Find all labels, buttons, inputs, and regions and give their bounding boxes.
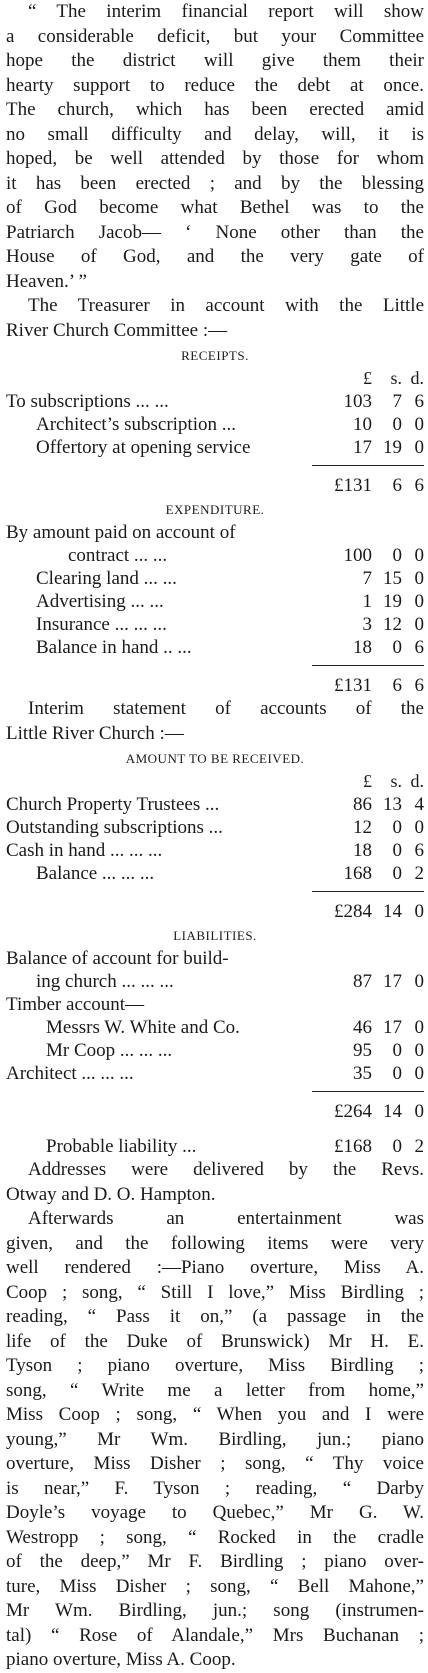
pounds-header: £: [363, 771, 372, 791]
pounds-value: 10: [353, 414, 372, 435]
sum-rule: [312, 891, 424, 892]
to-receive-heading: AMOUNT TO BE RECEIVED.: [125, 751, 305, 766]
total-pence: 0: [414, 901, 424, 922]
intro-paragraph: [6, 0, 424, 294]
pence-value: 0: [414, 591, 424, 612]
ledger-label: Messrs W. White and Co.: [46, 1017, 240, 1038]
ledger-row: [6, 567, 424, 590]
shillings-value: 17: [383, 1017, 402, 1038]
pounds-value: 18: [353, 637, 372, 658]
pence-value: 0: [414, 1040, 424, 1061]
ledger-label: Church Property Trustees ...: [6, 794, 220, 815]
ledger-row: [6, 613, 424, 636]
text-line: Heaven.’ ”: [6, 270, 87, 292]
ledger-row: [6, 1039, 424, 1062]
text-line: The Treasurer in account with the Little: [28, 295, 424, 316]
probable-pence: 2: [414, 1136, 424, 1157]
pence-value: 6: [414, 391, 424, 412]
receipts-table: [6, 367, 424, 459]
text-line: Little River Church :—: [6, 722, 184, 744]
total-pounds: £284: [334, 901, 372, 922]
ledger-row: [6, 947, 424, 970]
shillings-header: s.: [390, 771, 402, 791]
text-line: Coop ; song, “ Still I love,” Miss Birdling ;: [6, 1281, 424, 1303]
pounds-value: 95: [353, 1040, 372, 1061]
pounds-value: 3: [362, 614, 372, 635]
pence-value: [402, 521, 424, 544]
ledger-label: Insurance ... ... ...: [36, 614, 167, 635]
sum-rule: [312, 465, 424, 466]
shillings-value: 19: [383, 591, 402, 612]
text-line: Interim statement of accounts of the: [28, 698, 424, 719]
text-line: “ The interim financial report will show: [28, 1, 424, 22]
text-line: young,” Mr Wm. Birdling, jun.; piano: [6, 1428, 424, 1450]
total-shillings: 6: [392, 675, 402, 696]
total-shillings: 14: [383, 1101, 402, 1122]
pence-value: 0: [414, 545, 424, 566]
column-header-row: [6, 770, 424, 793]
pence-value: 0: [414, 437, 424, 458]
total-pence: 6: [414, 675, 424, 696]
ledger-row: [6, 793, 424, 816]
total-pence: 0: [414, 1101, 424, 1122]
ledger-row: [6, 521, 424, 544]
ledger-row: [6, 862, 424, 885]
pence-value: 4: [414, 794, 424, 815]
pounds-value: 7: [362, 568, 372, 589]
pence-value: 6: [414, 637, 424, 658]
shillings-value: 0: [392, 863, 402, 884]
text-line: of God become what Bethel was to the: [6, 197, 424, 218]
ledger-label: Architect ... ... ...: [6, 1063, 134, 1084]
ledger-label: By amount paid on account of: [6, 522, 236, 543]
sum-rule: [312, 1091, 424, 1092]
liabilities-table: [6, 947, 424, 1085]
pence-value: 0: [414, 1063, 424, 1084]
ledger-row: [6, 816, 424, 839]
text-line: Tyson ; piano overture, Miss Birdling ;: [6, 1355, 424, 1376]
pence-value: 0: [414, 568, 424, 589]
ledger-row: [6, 1062, 424, 1085]
probable-shillings: 0: [392, 1136, 402, 1157]
pence-value: 0: [414, 614, 424, 635]
text-line: The church, which has been erected amid: [6, 99, 424, 120]
ledger-label: ing church ... ... ...: [36, 971, 174, 992]
total-pounds: £131: [334, 475, 372, 496]
sum-rule: [312, 665, 424, 666]
probable-pounds: £168: [334, 1136, 372, 1157]
pounds-value: 12: [353, 817, 372, 838]
text-line: overture, Miss Disher ; song, “ Thy voice: [6, 1453, 424, 1474]
entertainment-paragraph: [6, 1207, 424, 1673]
ledger-label: Balance in hand .. ...: [36, 637, 192, 658]
text-line: life of the Duke of Brunswick) Mr H. E.: [6, 1330, 424, 1352]
shillings-header: s.: [390, 368, 402, 388]
pence-value: 2: [414, 863, 424, 884]
pounds-value: 103: [343, 391, 372, 412]
expenditure-table: [6, 521, 424, 659]
text-line: given, and the following items were very: [6, 1232, 424, 1254]
text-line: is near,” F. Tyson ; reading, “ Darby: [6, 1477, 424, 1499]
pounds-value: 87: [353, 971, 372, 992]
ledger-label: Balance ... ... ...: [36, 863, 155, 884]
ledger-row: [6, 1016, 424, 1039]
ledger-row: [6, 544, 424, 567]
total-shillings: 6: [392, 475, 402, 496]
pounds-value: 18: [353, 840, 372, 861]
text-line: House of God, and the very gate of: [6, 246, 424, 267]
text-line: River Church Committee :—: [6, 319, 228, 341]
pounds-header: £: [363, 368, 372, 388]
addresses-paragraph: [6, 1158, 424, 1207]
total-pence: 6: [414, 475, 424, 496]
ledger-label: Balance of account for build-: [6, 948, 229, 969]
ledger-row: [6, 839, 424, 862]
shillings-value: 0: [392, 840, 402, 861]
text-line: hope the district will give them their: [6, 50, 424, 71]
probable-liability-row: [6, 1135, 424, 1158]
column-header-row: [6, 367, 424, 390]
pounds-value: [330, 521, 372, 544]
shillings-value: 17: [383, 971, 402, 992]
pence-header: d.: [410, 771, 424, 791]
total-shillings: 14: [383, 901, 402, 922]
ledger-row: [6, 970, 424, 993]
text-line: well rendered :—Piano overture, Miss A.: [6, 1257, 424, 1278]
ledger-row: [6, 636, 424, 659]
text-line: Mr Wm. Birdling, jun.; song (instrumen-: [6, 1600, 424, 1621]
shillings-value: [372, 993, 402, 1016]
expenditure-heading: EXPENDITURE.: [165, 502, 265, 517]
interim-paragraph: [6, 697, 424, 746]
liabilities-total: [6, 1092, 424, 1123]
text-line: Doyle’s voyage to Quebec,” Mr G. W.: [6, 1502, 424, 1523]
ledger-row: [6, 436, 424, 459]
ledger-label: Offertory at opening service: [36, 437, 251, 458]
ledger-label: Advertising ... ...: [36, 591, 164, 612]
probable-label: Probable liability ...: [46, 1136, 197, 1157]
text-line: hoped, be well attended by those for whom: [6, 148, 424, 169]
text-line: reading, “ Pass it on,” (a passage in the: [6, 1306, 424, 1327]
shillings-value: 7: [392, 391, 402, 412]
text-line: of the deep,” Mr F. Birdling ; piano over-: [6, 1551, 424, 1572]
text-line: hearty support to reduce the debt at once.: [6, 74, 424, 96]
text-line: tal) “ Rose of Alandale,” Mrs Buchanan ;: [6, 1624, 424, 1646]
treasurer-paragraph: [6, 294, 424, 343]
shillings-value: 19: [383, 437, 402, 458]
ledger-row: [6, 390, 424, 413]
receipts-total: [6, 466, 424, 497]
text-line: Afterwards an entertainment was: [28, 1208, 424, 1229]
liabilities-heading: LIABILITIES.: [173, 928, 257, 943]
shillings-value: 12: [383, 614, 402, 635]
ledger-label: Architect’s subscription ...: [36, 414, 236, 435]
ledger-label: Clearing land ... ...: [36, 568, 177, 589]
to-receive-total: [6, 892, 424, 923]
ledger-row: [6, 413, 424, 436]
text-line: Westropp ; song, “ Rocked in the cradle: [6, 1526, 424, 1548]
pounds-value: 168: [343, 863, 372, 884]
text-line: it has been erected ; and by the blessing: [6, 172, 424, 194]
ledger-label: To subscriptions ... ...: [6, 391, 169, 412]
pounds-value: [330, 993, 372, 1016]
ledger-label: Cash in hand ... ... ...: [6, 840, 163, 861]
to-receive-table: [6, 770, 424, 885]
pence-value: 0: [414, 817, 424, 838]
shillings-value: 0: [392, 637, 402, 658]
ledger-label: Outstanding subscriptions ...: [6, 817, 223, 838]
text-line: song, “ Write me a letter from home,”: [6, 1379, 424, 1401]
text-line: Miss Coop ; song, “ When you and I were: [6, 1404, 424, 1425]
pounds-value: 17: [353, 437, 372, 458]
pence-header: d.: [410, 368, 424, 388]
pence-value: 0: [414, 971, 424, 992]
pounds-value: 1: [362, 591, 372, 612]
pounds-value: 100: [343, 545, 372, 566]
shillings-value: 13: [383, 794, 402, 815]
ledger-label: contract ... ...: [68, 545, 168, 566]
text-line: Patriarch Jacob— ‘ None other than the: [6, 221, 424, 243]
ledger-row: [6, 993, 424, 1016]
shillings-value: 0: [392, 817, 402, 838]
shillings-value: 0: [392, 1063, 402, 1084]
total-pounds: £131: [334, 675, 372, 696]
shillings-value: 0: [392, 414, 402, 435]
text-line: ture, Miss Disher ; song, “ Bell Mahone,”: [6, 1575, 424, 1597]
shillings-value: 0: [392, 545, 402, 566]
ledger-label: Mr Coop ... ... ...: [46, 1040, 173, 1061]
total-pounds: £264: [334, 1101, 372, 1122]
pence-value: [402, 993, 424, 1016]
ledger-row: [6, 590, 424, 613]
text-line: no small difficulty and delay, will, it is: [6, 123, 424, 145]
pence-value: [402, 947, 424, 970]
text-line: Addresses were delivered by the Revs.: [28, 1159, 424, 1180]
shillings-value: [372, 521, 402, 544]
pounds-value: 46: [353, 1017, 372, 1038]
pence-value: 6: [414, 840, 424, 861]
shillings-value: 0: [392, 1040, 402, 1061]
shillings-value: [372, 947, 402, 970]
text-line: Otway and D. O. Hampton.: [6, 1183, 216, 1205]
pence-value: 0: [414, 414, 424, 435]
pounds-value: [330, 947, 372, 970]
shillings-value: 15: [383, 568, 402, 589]
expenditure-total: [6, 666, 424, 697]
ledger-label: Timber account—: [6, 994, 145, 1015]
pounds-value: 35: [353, 1063, 372, 1084]
text-line: a considerable deficit, but your Committee: [6, 25, 424, 47]
text-line: piano overture, Miss A. Coop.: [6, 1649, 236, 1670]
pence-value: 0: [414, 1017, 424, 1038]
pounds-value: 86: [353, 794, 372, 815]
receipts-heading: RECEIPTS.: [181, 348, 249, 363]
